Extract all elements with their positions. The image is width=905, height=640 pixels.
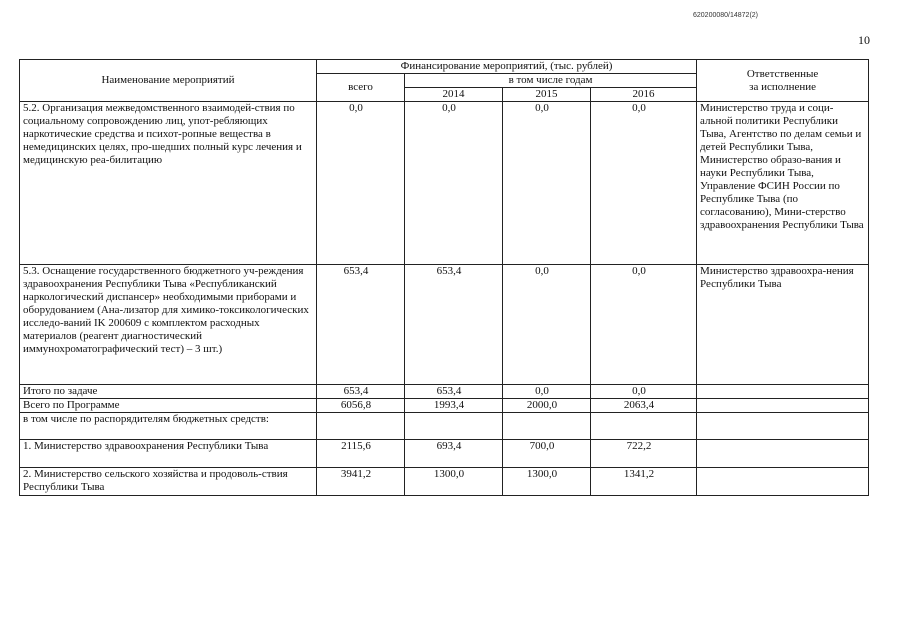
table-row (20, 440, 869, 468)
row-2014: 1300,0 (405, 468, 503, 496)
header-responsible-line2: за исполнение (749, 80, 816, 93)
row-2014: 693,4 (405, 440, 503, 468)
row-total: 653,4 (317, 265, 405, 385)
header-name-column: Наименование мероприятий (20, 60, 317, 102)
row-name: 1. Министерство здравоохранения Республики Тыва (20, 440, 317, 468)
row-total: 2115,6 (317, 440, 405, 468)
row-2015 (503, 413, 591, 440)
header-responsible (697, 60, 869, 102)
row-2016 (591, 413, 697, 440)
document-number: 620200080/14872(2) (693, 12, 759, 19)
funding-table (19, 59, 869, 496)
row-name: 5.3. Оснащение государственного бюджетного уч-реждения здравоохранения Республики Тыва «Республиканский наркологический диспансер» необходимыми приборами и оборудованием (Ана-лизатор для химико-токсикологических исследо-ваний IK 200609 с комплектом расходных материалов (реагент диагностический иммунохроматографический тест) – 3 шт.) (20, 265, 317, 385)
table-row (20, 468, 869, 496)
table-row (20, 399, 869, 413)
row-responsible (697, 385, 869, 399)
row-responsible: Министерство здравоохра-нения Республики Тыва (697, 265, 869, 385)
row-2016: 0,0 (591, 385, 697, 399)
row-2014: 1993,4 (405, 399, 503, 413)
row-2014: 0,0 (405, 102, 503, 265)
row-2016: 722,2 (591, 440, 697, 468)
row-responsible (697, 413, 869, 440)
row-2014: 653,4 (405, 385, 503, 399)
row-name: Итого по задаче (20, 385, 317, 399)
row-2015: 1300,0 (503, 468, 591, 496)
header-row-1 (20, 60, 869, 74)
table-row (20, 102, 869, 265)
table-row (20, 385, 869, 399)
row-total: 0,0 (317, 102, 405, 265)
row-2015: 0,0 (503, 265, 591, 385)
row-2014 (405, 413, 503, 440)
row-responsible (697, 440, 869, 468)
header-years-group: в том числе годам (405, 74, 697, 88)
row-2016: 0,0 (591, 102, 697, 265)
header-year-2014: 2014 (405, 88, 503, 102)
row-2015: 0,0 (503, 102, 591, 265)
row-total: 6056,8 (317, 399, 405, 413)
header-year-2016: 2016 (591, 88, 697, 102)
row-2014: 653,4 (405, 265, 503, 385)
row-2015: 0,0 (503, 385, 591, 399)
row-responsible: Министерство труда и соци-альной политики Республики Тыва, Агентство по делам семьи и детей Республики Тыва, Министерство образо-вания и науки Республики Тыва, Управление ФСИН России по Республике Тыва (по согласованию), Мини-стерство здравоохранения Республики Тыва (697, 102, 869, 265)
row-name: 5.2. Организация межведомственного взаимодей-ствия по социальному сопровождению лиц, упот-ребляющих наркотические средства и психот-ропные вещества в немедицинских целях, про-шедших полный курс лечения и медицинскую реа-билитацию (20, 102, 317, 265)
row-responsible (697, 468, 869, 496)
row-name: в том числе по распорядителям бюджетных средств: (20, 413, 317, 440)
row-total (317, 413, 405, 440)
row-name: Всего по Программе (20, 399, 317, 413)
header-responsible-line1: Ответственные (746, 67, 819, 80)
table-row (20, 413, 869, 440)
header-funding-title: Финансирование мероприятий, (тыс. рублей) (317, 60, 697, 74)
row-2016: 0,0 (591, 265, 697, 385)
row-total: 653,4 (317, 385, 405, 399)
row-2015: 2000,0 (503, 399, 591, 413)
row-2016: 2063,4 (591, 399, 697, 413)
table-row (20, 265, 869, 385)
row-responsible (697, 399, 869, 413)
header-year-2015: 2015 (503, 88, 591, 102)
row-2015: 700,0 (503, 440, 591, 468)
row-2016: 1341,2 (591, 468, 697, 496)
header-total: всего (317, 74, 405, 102)
row-total: 3941,2 (317, 468, 405, 496)
row-name: 2. Министерство сельского хозяйства и продоволь-ствия Республики Тыва (20, 468, 317, 496)
page-number: 10 (858, 33, 870, 47)
